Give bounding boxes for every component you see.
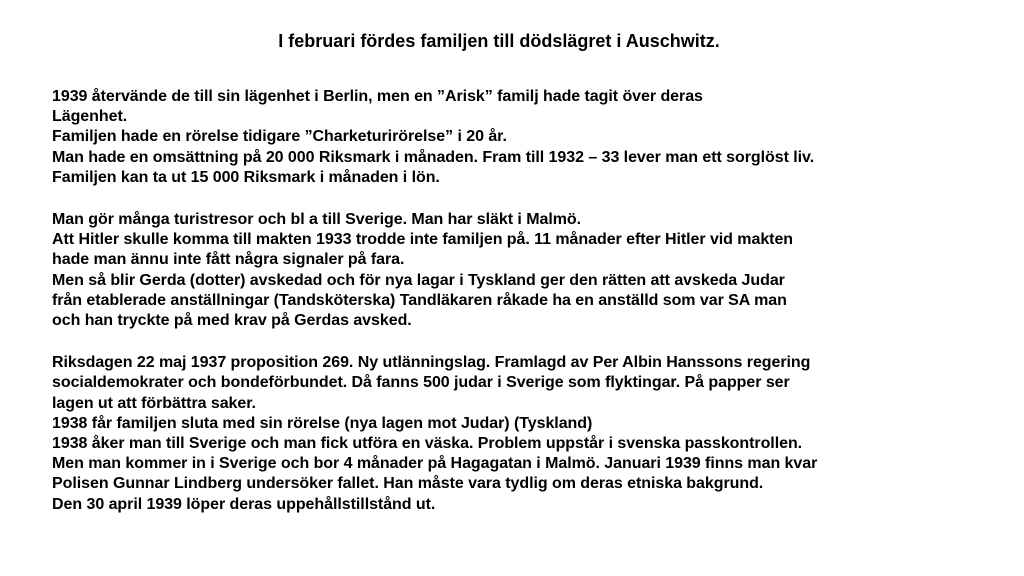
text-line: och han tryckte på med krav på Gerdas avsked. xyxy=(52,312,412,330)
text-line: Polisen Gunnar Lindberg undersöker fallet. Han måste vara tydlig om deras etniska bakgrund. xyxy=(52,475,764,493)
text-line: socialdemokrater och bondeförbundet. Då fanns 500 judar i Sverige som flyktingar. På papper ser xyxy=(52,374,790,392)
text-line: lagen ut att förbättra saker. xyxy=(52,394,256,412)
text-line: Att Hitler skulle komma till makten 1933 trodde inte familjen på. 11 månader efter Hitler vid makten xyxy=(52,231,794,249)
slide-body xyxy=(52,87,1012,515)
text-line: 1938 får familjen sluta med sin rörelse (nya lagen mot Judar) (Tyskland) xyxy=(52,414,593,432)
text-line: hade man ännu inte fått några signaler på fara. xyxy=(52,251,405,269)
text-line: Riksdagen 22 maj 1937 proposition 269. Ny utlänningslag. Framlagd av Per Albin Hanssons regering xyxy=(52,354,811,372)
text-line: från etablerade anställningar (Tandsköterska) Tandläkaren råkade ha en anställd som var SA man xyxy=(52,291,787,309)
paragraph-1 xyxy=(52,87,1012,188)
text-line: Lägenhet. xyxy=(52,108,128,126)
text-line: Man gör många turistresor och bl a till Sverige. Man har släkt i Malmö. xyxy=(52,211,582,229)
text-line: Men så blir Gerda (dotter) avskedad och för nya lagar i Tyskland ger den rätten att avskeda Judar xyxy=(52,271,785,289)
text-line: Familjen kan ta ut 15 000 Riksmark i månaden i lön. xyxy=(52,168,440,186)
text-line: Man hade en omsättning på 20 000 Riksmark i månaden. Fram till 1932 – 33 lever man ett sorglöst liv. xyxy=(52,148,815,166)
paragraph-spacer xyxy=(52,331,1012,353)
text-line: Familjen hade en rörelse tidigare ”Charketurirörelse” i 20 år. xyxy=(52,128,507,146)
paragraph-2 xyxy=(52,210,1012,331)
paragraph-3 xyxy=(52,353,1012,515)
text-line: 1939 återvände de till sin lägenhet i Berlin, men en ”Arisk” familj hade tagit över deras xyxy=(52,88,703,105)
slide-title: I februari fördes familjen till dödslägret i Auschwitz. xyxy=(278,31,720,51)
text-line: Den 30 april 1939 löper deras uppehållstillstånd ut. xyxy=(52,495,436,513)
paragraph-spacer xyxy=(52,188,1012,210)
text-line: 1938 åker man till Sverige och man fick utföra en väska. Problem uppstår i svenska passkontrollen. xyxy=(52,435,803,453)
text-line: Men man kommer in i Sverige och bor 4 månader på Hagagatan i Malmö. Januari 1939 finns man kvar xyxy=(52,455,818,473)
